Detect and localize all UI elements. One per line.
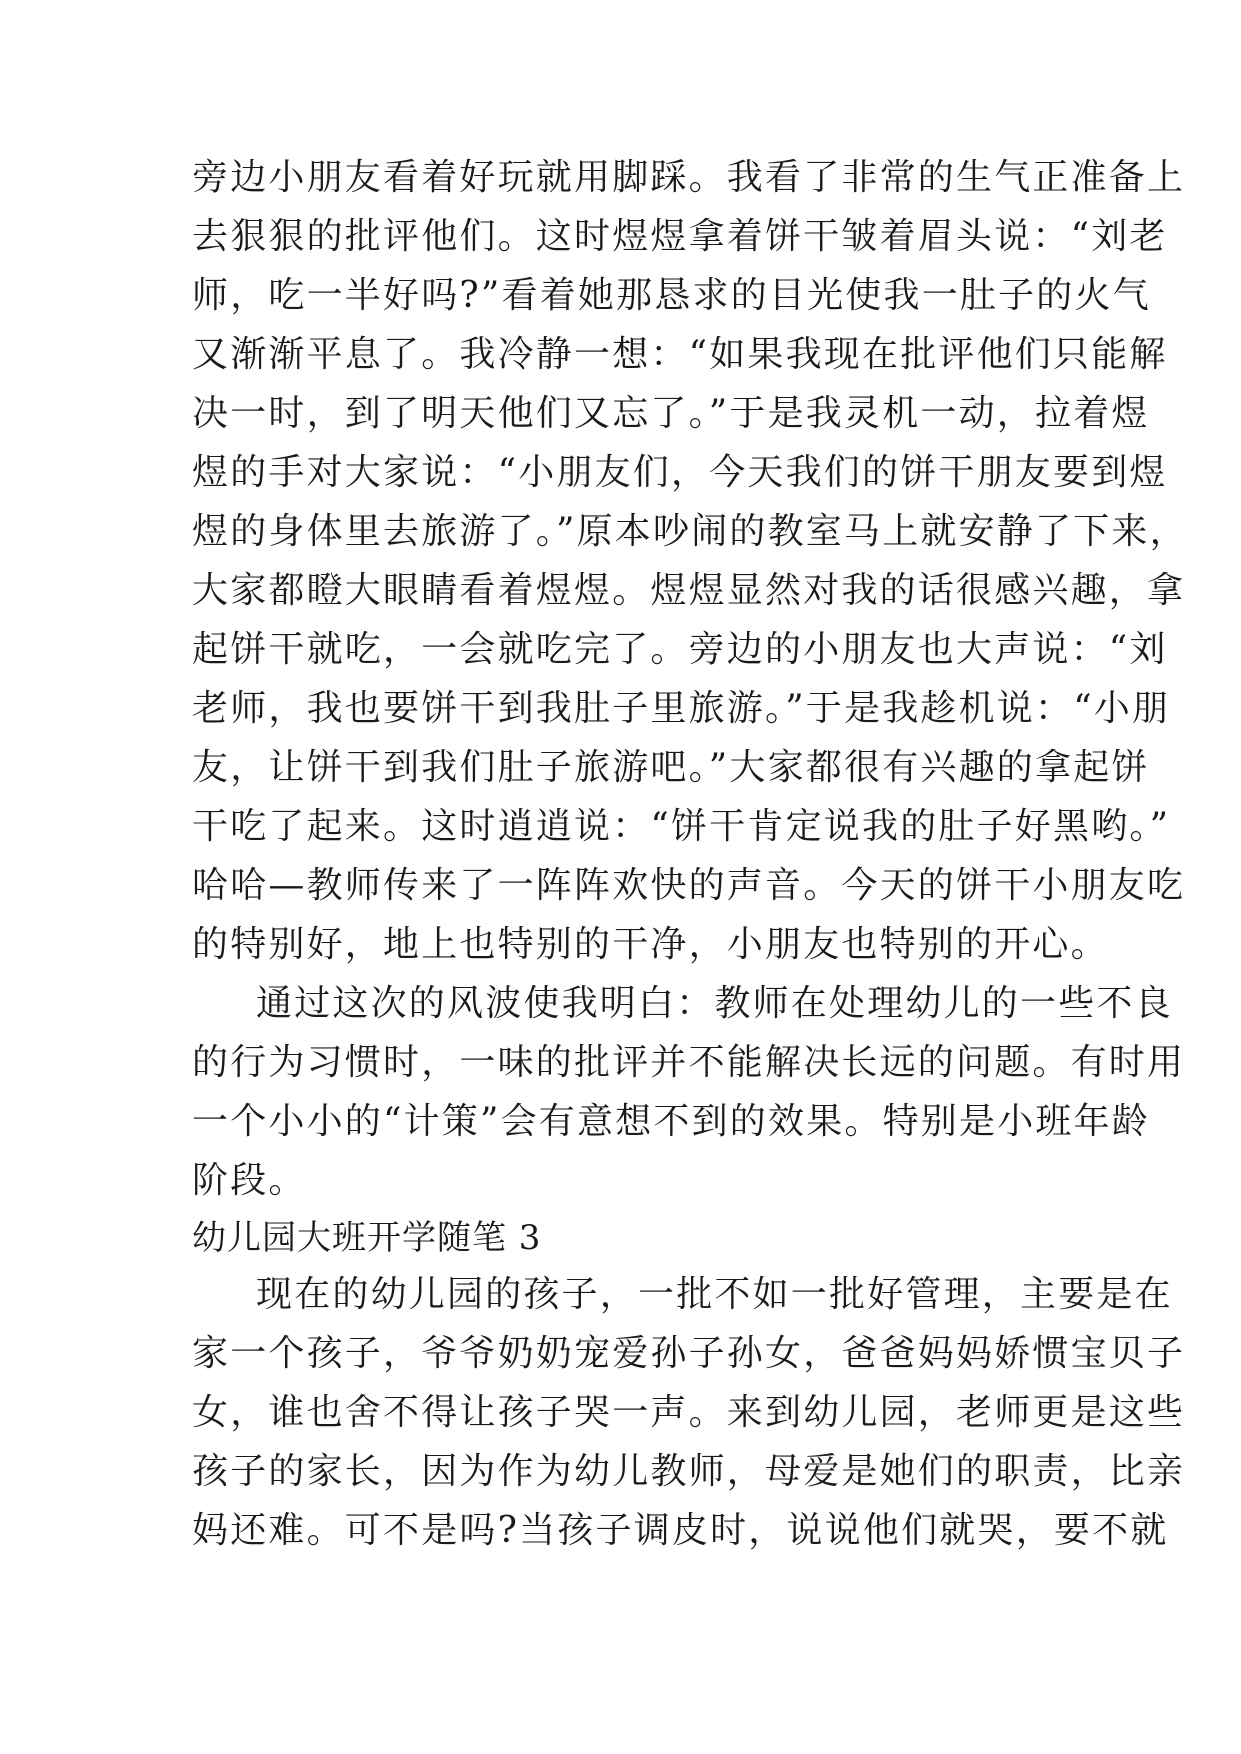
paragraph-line: 干吃了起来。这时逍逍说：“饼干肯定说我的肚子好黑哟。”	[192, 806, 1171, 847]
paragraph-line: 孩子的家长，因为作为幼儿教师，母爱是她们的职责，比亲	[192, 1451, 1186, 1492]
paragraph-first-line: 现在的幼儿园的孩子，一批不如一批好管理，主要是在	[256, 1274, 1173, 1315]
paragraph-line: 老师，我也要饼干到我肚子里旅游。”于是我趁机说：“小朋	[192, 688, 1171, 729]
paragraph-line: 又渐渐平息了。我冷静一想：“如果我现在批评他们只能解	[192, 334, 1168, 375]
paragraph-line: 友，让饼干到我们肚子旅游吧。”大家都很有兴趣的拿起饼	[192, 747, 1150, 788]
paragraph-line: 去狠狠的批评他们。这时煜煜拿着饼干皱着眉头说：“刘老	[192, 216, 1168, 257]
paragraph-first-line: 通过这次的风波使我明白：教师在处理幼儿的一些不良	[256, 983, 1173, 1024]
paragraph-line: 妈还难。可不是吗?当孩子调皮时，说说他们就哭，要不就	[192, 1510, 1169, 1551]
paragraph-line: 的特别好，地上也特别的干净，小朋友也特别的开心。	[192, 924, 1109, 965]
paragraph-line: 大家都瞪大眼睛看着煜煜。煜煜显然对我的话很感兴趣，拿	[192, 570, 1186, 611]
paragraph-line: 哈哈—教师传来了一阵阵欢快的声音。今天的饼干小朋友吃	[192, 865, 1186, 906]
paragraph-line: 阶段。	[192, 1160, 307, 1201]
paragraph-line: 旁边小朋友看着好玩就用脚踩。我看了非常的生气正准备上	[192, 157, 1186, 198]
paragraph-line: 决一时，到了明天他们又忘了。”于是我灵机一动，拉着煜	[192, 393, 1150, 434]
paragraph-line: 煜的手对大家说：“小朋友们，今天我们的饼干朋友要到煜	[192, 452, 1168, 493]
paragraph-line: 起饼干就吃，一会就吃完了。旁边的小朋友也大声说：“刘	[192, 629, 1168, 670]
paragraph-line: 家一个孩子，爷爷奶奶宠爱孙子孙女，爸爸妈妈娇惯宝贝子	[192, 1333, 1186, 1374]
section-heading: 幼儿园大班开学随笔 3	[192, 1218, 542, 1258]
paragraph-line: 一个小小的“计策”会有意想不到的效果。特别是小班年龄	[192, 1101, 1151, 1142]
paragraph-line: 师，吃一半好吗?”看着她那恳求的目光使我一肚子的火气	[192, 275, 1151, 316]
paragraph-line: 的行为习惯时，一味的批评并不能解决长远的问题。有时用	[192, 1042, 1186, 1083]
paragraph-line: 女，谁也舍不得让孩子哭一声。来到幼儿园，老师更是这些	[192, 1392, 1186, 1433]
paragraph-line: 煜的身体里去旅游了。”原本吵闹的教室马上就安静了下来，	[192, 511, 1188, 552]
